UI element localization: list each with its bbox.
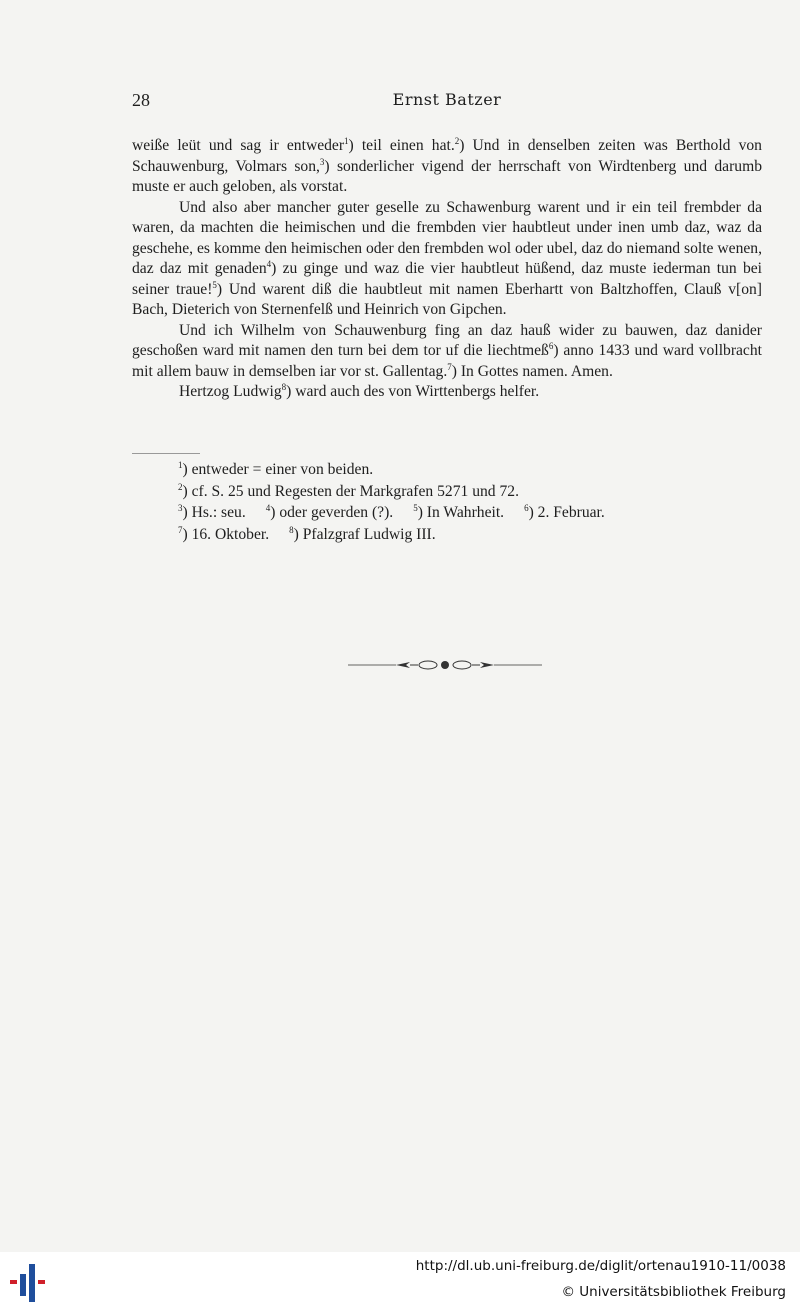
text-run: Und ich Wilhelm von Schauwenburg fing an daz hauß wider zu bauwen, daz danider geschoßen ward mit namen den turn bei dem tor uf die liechtmeß [132,321,762,359]
footnote-number: 5 [413,503,418,513]
footnote-text: ) oder geverden (?). [270,504,394,521]
text-run: weiße leüt und sag ir entweder [132,137,345,154]
footnote-item [178,481,519,503]
paragraph [132,136,762,198]
footnote-text: ) entweder = einer von beiden. [182,461,374,478]
page-header [132,90,762,114]
ornament-divider-icon [348,656,542,674]
footnote-number: 4 [265,503,271,513]
footnote-item [178,502,246,524]
footnote-marker: 1 [344,136,349,146]
footnote-item [289,524,436,546]
footnote-marker: 2 [454,136,460,146]
footnote-marker: 8 [281,382,287,392]
source-url-link[interactable]: http://dl.ub.uni-freiburg.de/diglit/ortenau1910-11/0038 [415,1258,786,1274]
footnote-number: 2 [178,481,183,492]
footnote-marker: 6 [548,341,554,351]
footnote-item [266,502,393,524]
text-run: ) anno 1433 und ward vollbracht mit allem bauw in demselben iar vor st. Gallentag. [132,342,762,380]
paragraph [132,382,762,403]
footnote-text: ) cf. S. 25 und Regesten der Markgrafen 5271 und 72. [182,482,519,500]
text-run: ) sonderlicher vigend der herrschaft von Wirdtenberg und darumb muste er auch geloben, als vorstat. [132,157,762,195]
text-run: Hertzog Ludwig [179,383,282,400]
footnote-line [178,459,738,481]
footnote-number: 3 [178,503,183,513]
footnote-number: 7 [178,524,183,535]
footnote-marker: 5 [212,279,217,290]
footnote-marker: 4 [266,259,272,269]
running-title: Ernst Batzer [392,90,502,109]
ub-freiburg-logo-icon [10,1262,50,1304]
footnote-item [524,502,605,524]
footer-bar [0,1252,800,1309]
footnote-text: ) In Wahrheit. [417,504,505,521]
text-run: ) In Gottes namen. Amen. [451,362,613,380]
footnote-item [178,459,373,481]
footnote-line [178,481,738,503]
footnote-marker: 3 [319,156,325,167]
footnote-marker: 7 [447,361,452,372]
footnote-line [178,502,738,524]
footnote-item [413,502,504,524]
footnote-line [178,524,738,546]
footnote-number: 1 [178,460,183,470]
text-run: Und also aber mancher guter geselle zu Schawenburg warent und ir ein teil frembder da waren, da machten die heimischen und die frembden vier haubtleut under inen umb daz, waz da geschehe, es komme den heimischen oder den frembden wol oder ubel, daz do niemand solte wenen, daz daz mit genaden [132,198,762,277]
footnotes [178,459,738,545]
body-text [132,136,762,403]
footnote-number: 8 [289,524,294,535]
paragraph [132,321,762,383]
page-number: 28 [132,90,150,110]
footnote-text: ) 16. Oktober. [182,525,270,543]
paragraph [132,198,762,321]
footnote-item [178,524,269,546]
footnote-number: 6 [524,503,529,513]
text-run: ) Und in denselben zeiten was Berthold von Schauwenburg, Volmars son, [132,137,762,175]
footnote-text: ) Hs.: seu. [182,504,246,521]
text-run: ) Und warent diß die haubtleut mit namen Eberhartt von Baltzhoffen, Clauß v[on] Bach, Dieterich von Sternenfelß und Heinrich von Gipchen. [132,280,762,318]
text-run: ) teil einen hat. [348,137,455,154]
copyright-notice: © Universitätsbibliothek Freiburg [561,1284,786,1300]
footnote-text: ) Pfalzgraf Ludwig III. [293,525,436,543]
text-run: ) zu ginge und waz die vier haubtleut hüßend, daz muste iederman tun bei seiner traue! [132,260,762,298]
footnote-separator [132,453,200,454]
footnote-text: ) 2. Februar. [528,504,605,521]
text-run: ) ward auch des von Wirttenbergs helfer. [286,383,540,400]
